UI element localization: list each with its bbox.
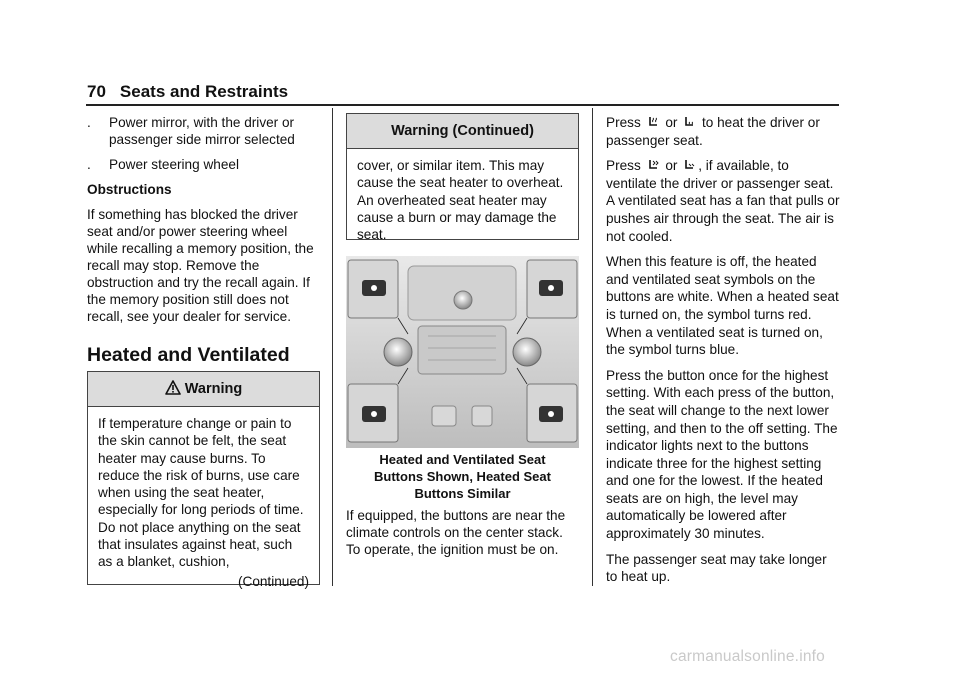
watermark: carmanualsonline.info <box>670 648 825 665</box>
page-number: 70 <box>87 82 106 101</box>
warning-continued-body: cover, or similar item. This may cause the seat heater to overheat. An overheated seat heater may cause a burn or may damage the seat. <box>357 158 564 243</box>
seat-buttons-drawing <box>346 256 579 448</box>
bullet-text: Power mirror, with the driver or passenger side mirror selected <box>109 115 295 147</box>
column-divider-1 <box>332 108 333 586</box>
obstructions-heading: Obstructions <box>87 182 172 197</box>
color-indicator-paragraph: When this feature is off, the heated and ventilated seat symbols on the buttons are white. When a heated seat is turned on, the symbol turns red. When a ventilated seat is turned on, the symbol turns blue. <box>606 254 839 358</box>
vent-instruction: Press or , if available, to ventilate the driver or passenger seat. A ventilated seat has a fan that pulls or pushes air through the seat. The air is not cooled. <box>606 158 840 244</box>
bullet-item: . Power mirror, with the driver or passenger side mirror selected <box>87 114 321 148</box>
middle-body <box>346 507 580 566</box>
heated-seat-passenger-icon <box>683 116 696 129</box>
right-column <box>606 114 841 594</box>
section-title: Seats and Restraints <box>119 82 289 101</box>
heat-instruction: Press or to heat the driver or passenger seat. <box>606 115 820 148</box>
operation-paragraph: If equipped, the buttons are near the climate controls on the center stack. To operate, the ignition must be on. <box>346 508 566 557</box>
bullet-text: Power steering wheel <box>109 157 239 172</box>
column-divider-2 <box>592 108 593 586</box>
left-column <box>87 114 321 405</box>
warning-title: Warning <box>184 381 243 397</box>
ventilated-seat-driver-icon <box>647 159 660 172</box>
section-heading: Heated and Ventilated <box>87 344 290 366</box>
warning-continued: (Continued) <box>237 573 309 589</box>
warning-icon <box>165 380 181 395</box>
warning-continued-header: Warning (Continued) <box>347 114 578 149</box>
obstructions-paragraph: If something has blocked the driver seat and/or power steering wheel while recalling a memory position, the recall may stop. Remove the obstruction and try the recall again. If the memory position still does not recall, see your dealer for service. <box>87 207 314 324</box>
header-rule <box>86 104 839 106</box>
heated-seat-driver-icon <box>647 116 660 129</box>
warning-header <box>88 372 319 407</box>
passenger-heat-paragraph: The passenger seat may take longer to heat up. <box>606 551 827 585</box>
bullet-item: . Power steering wheel <box>87 157 239 172</box>
ventilated-seat-passenger-icon <box>683 159 696 172</box>
warning-body <box>88 407 319 596</box>
warning-continued-box <box>346 113 579 243</box>
warning-text: If temperature change or pain to the skin cannot be felt, the seat heater may cause burns. To reduce the risk of burns, use care when using the seat heater, especially for long periods of time. Do not place anything on the seat that insulates against heat, such as a blanket, cushion, <box>98 416 304 570</box>
warning-box <box>87 371 320 589</box>
levels-paragraph: Press the button once for the highest setting. With each press of the button, the seat will change to the next lower setting, and then to the off setting. The indicator lights next to the buttons indicate three for the highest setting and one for the lowest. If the heated seats are on high, the level may automatically be lowered after approximately 30 minutes. <box>606 367 838 542</box>
seat-buttons-illustration <box>346 256 579 448</box>
figure-caption: Heated and Ventilated Seat Buttons Shown, Heated Seat Buttons Similar <box>374 452 551 501</box>
page-header <box>87 82 288 102</box>
